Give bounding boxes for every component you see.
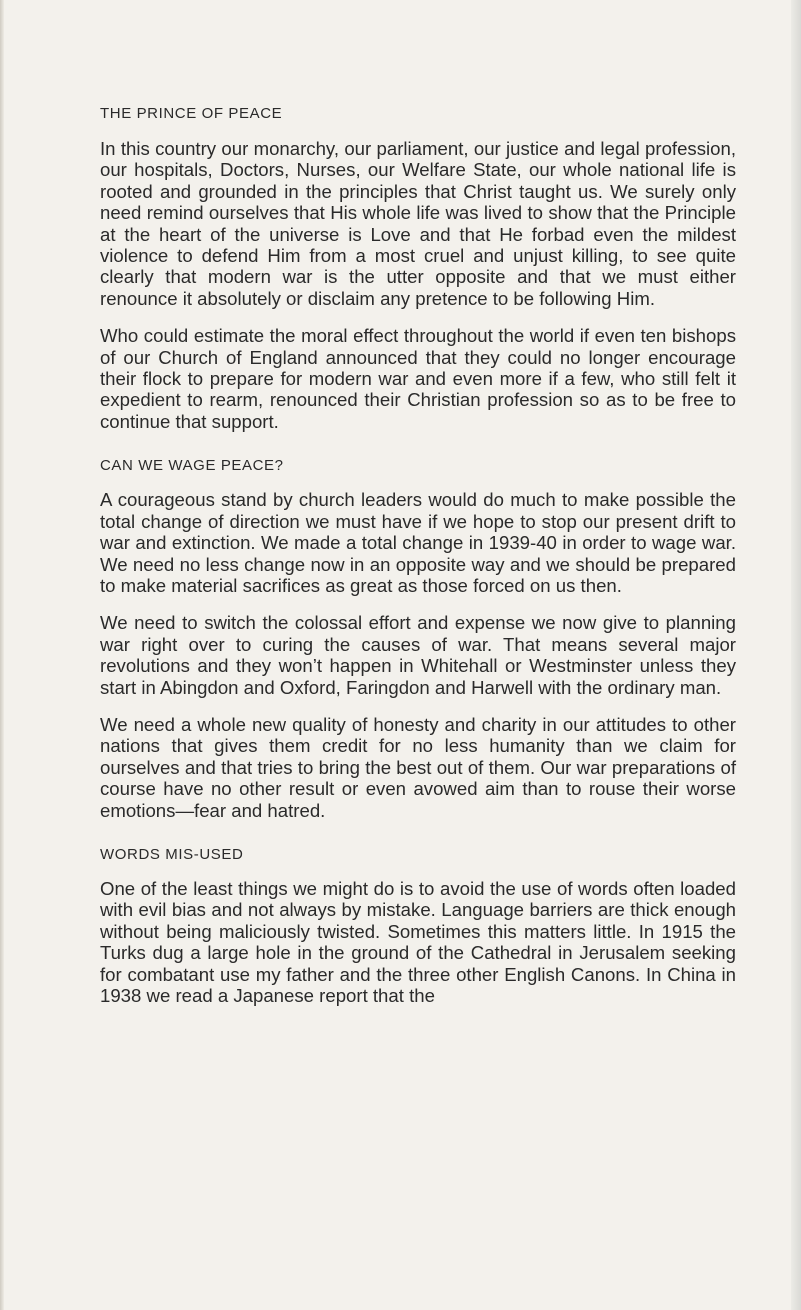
paragraph: Who could estimate the moral effect throughout the world if even ten bishops of our Church of England announced that they could no longer encourage their flock to prepare for modern war and even more if a few, who still felt it expedient to rearm, renounced their Christian profession so as to be free to continue that support. — [100, 325, 736, 432]
section-heading-words-misused: WORDS MIS-USED — [100, 845, 244, 863]
paragraph: We need a whole new quality of honesty and charity in our attitudes to other nations that gives them credit for no less humanity than we claim for ourselves and that tries to bring the best out of them. Our war preparations of course have no other result or even avowed aim than to rouse their worse emotions—fear and hatred. — [100, 713, 736, 821]
page-left-edge — [0, 0, 4, 1310]
page-right-edge — [791, 0, 801, 1310]
document-body — [100, 104, 736, 1022]
section-heading-prince-of-peace: THE PRINCE OF PEACE — [100, 105, 283, 122]
paragraph: A courageous stand by church leaders would do much to make possible the total change of direction we must have if we hope to stop our present drift to war and extinction. We made a total change in 1939-40 in order to wage war. We need no less change now in an opposite way and we should be prepared to make material sacrifices as great as those forced on us then. — [100, 489, 736, 596]
paragraph: In this country our monarchy, our parliament, our justice and legal profession, our hospitals, Doctors, Nurses, our Welfare State, our whole national life is rooted and grounded in the principles that Christ taught us. We surely only need remind ourselves that His whole life was lived to show that the Principle at the heart of the universe is Love and that He forbad even the mildest violence to defend Him from a most cruel and unjust killing, to see quite clearly that modern war is the utter opposite and that we must either renounce it absolutely or disclaim any pretence to be following Him. — [100, 138, 736, 309]
paragraph: We need to switch the colossal effort and expense we now give to planning war right over to curing the causes of war. That means several major revolutions and they won’t happen in Whitehall or Westminster unless they start in Abingdon and Oxford, Faringdon and Harwell with the ordinary man. — [100, 612, 736, 698]
paragraph: One of the least things we might do is to avoid the use of words often loaded with evil bias and not always by mistake. Language barriers are thick enough without being maliciously twisted. Sometimes this matters little. In 1915 the Turks dug a large hole in the ground of the Cathedral in Jerusalem seeking for combatant use my father and the three other English Canons. In China in 1938 we read a Japanese report that the — [100, 877, 736, 1006]
section-heading-wage-peace: CAN WE WAGE PEACE? — [100, 457, 284, 475]
